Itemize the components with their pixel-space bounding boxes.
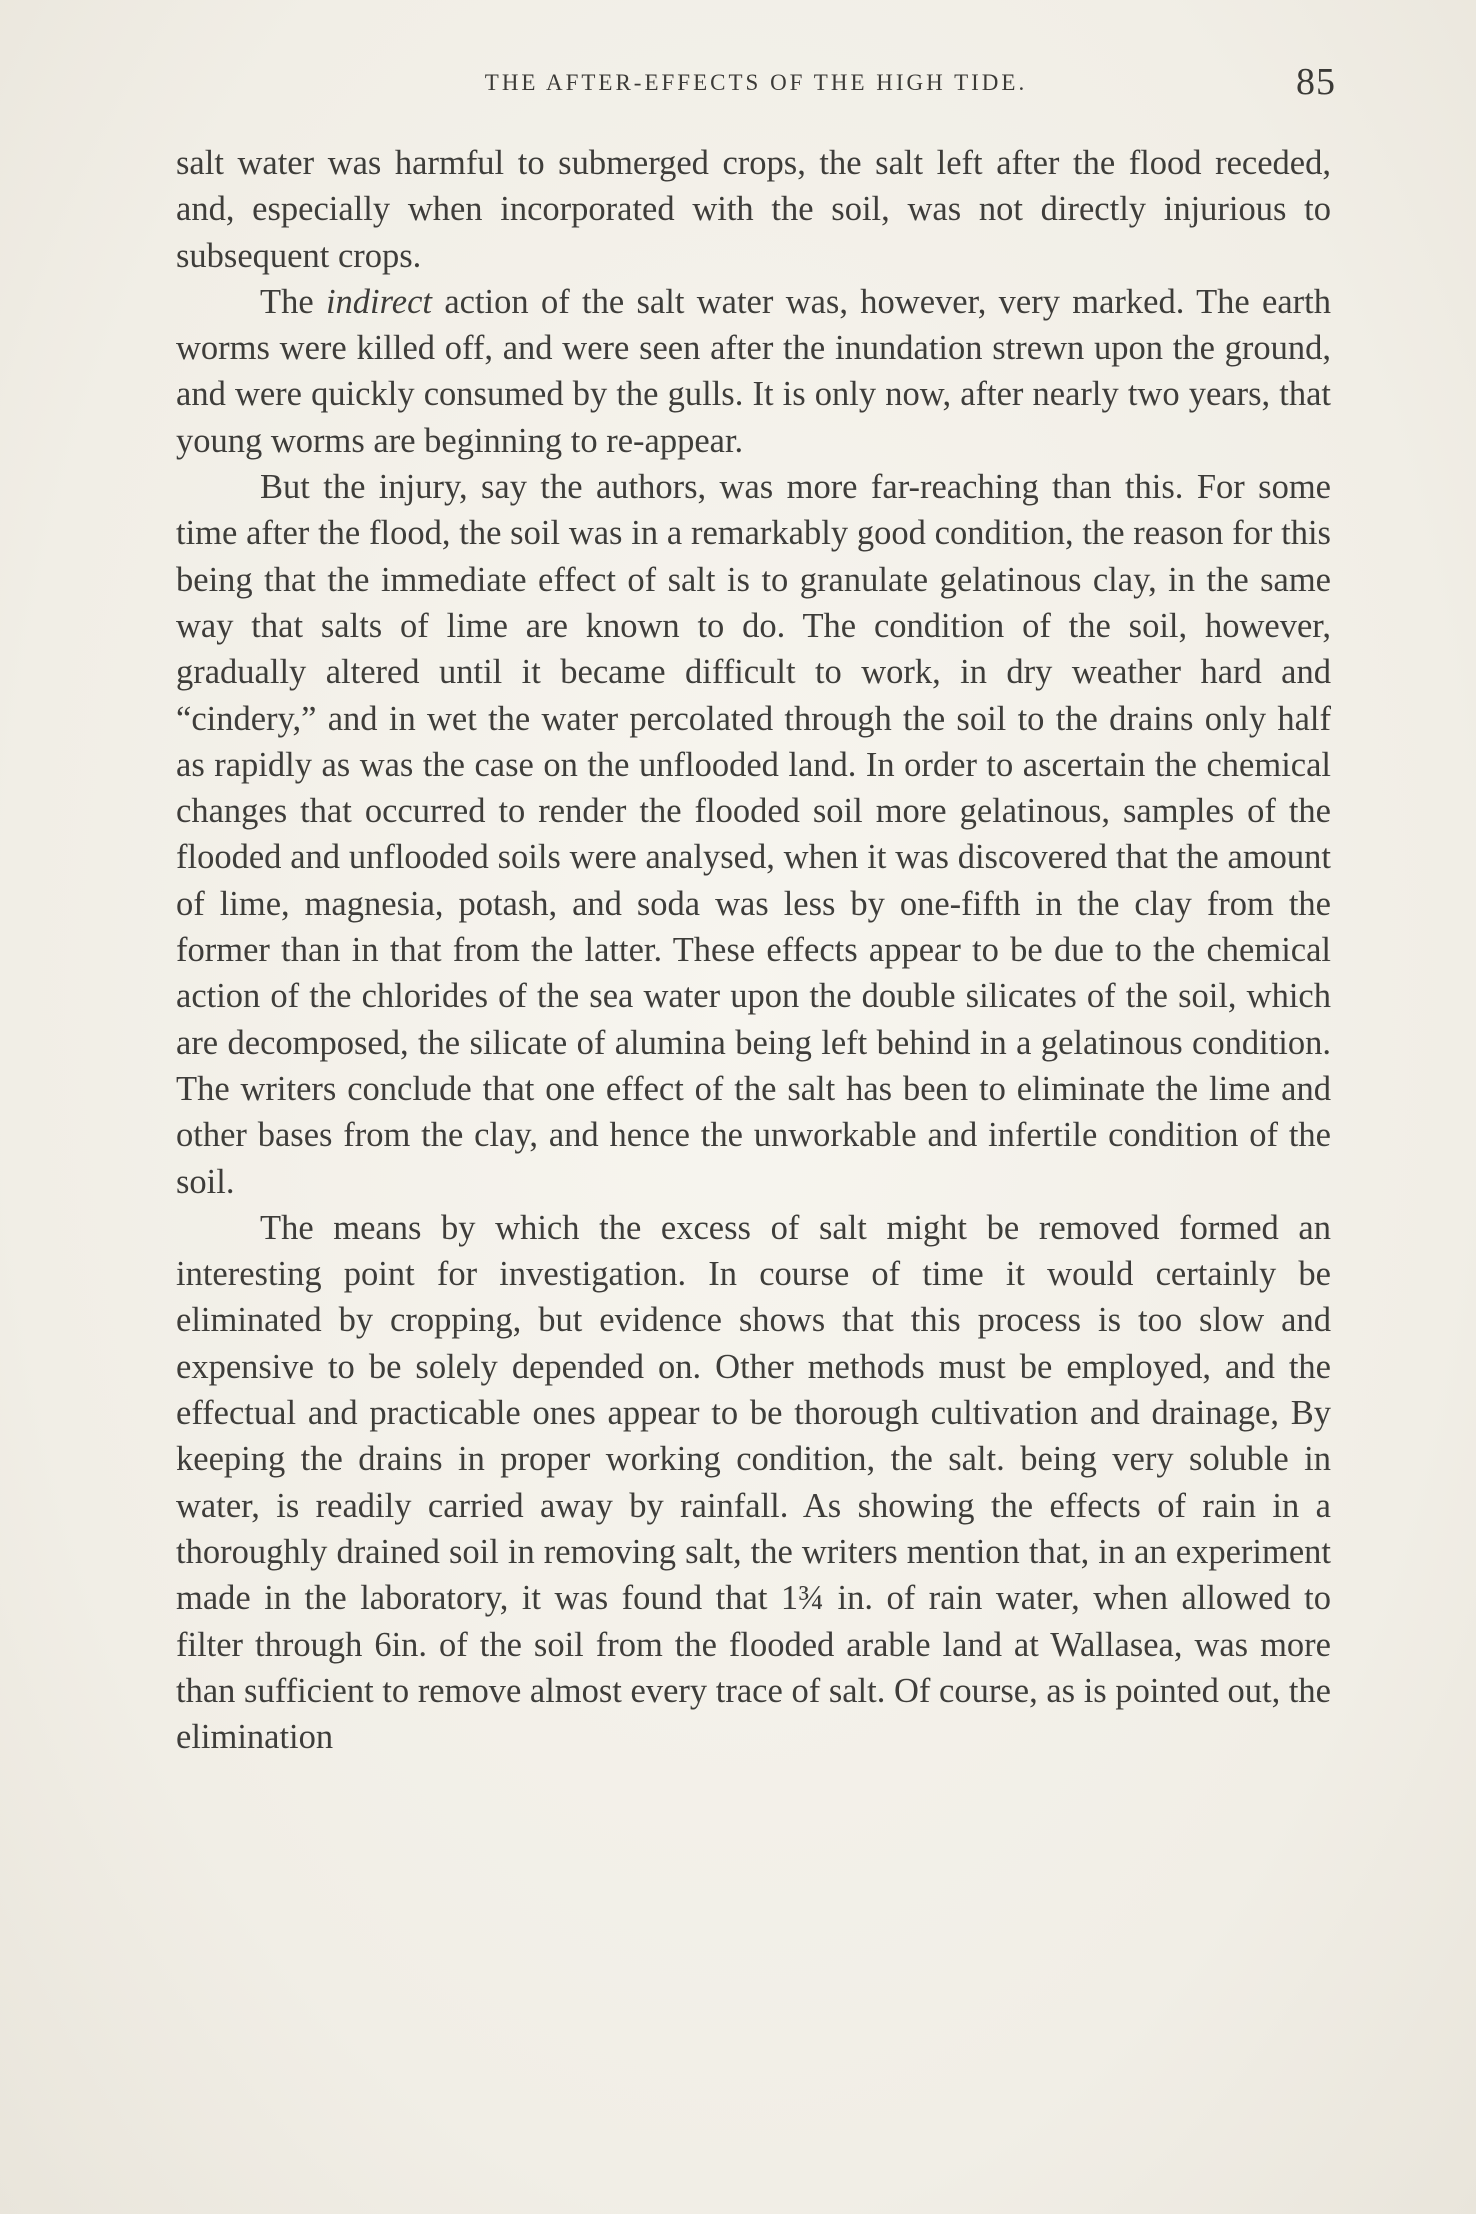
paragraph-injury: But the injury, say the authors, was more far-reaching than this. For some time after the flood, the soil was in a remarkably good condition, the reason for this being that the immediate effect of salt is to granulate gelatinous clay, in the same way that salts of lime are known to do. The condition of the soil, however, gradually altered until it became difficult to work, in dry weather hard and “cindery,” and in wet the water percolated through the soil to the drains only half as rapidly as was the case on the unflooded land. In order to ascertain the chemical changes that occurred to render the flooded soil more gelatinous, samples of the flooded and unflooded soils were analysed, when it was discovered that the amount of lime, magnesia, potash, and soda was less by one-fifth in the clay from the former than in that from the latter. These effects appear to be due to the chemical action of the chlorides of the sea water upon the double silicates of the soil, which are decomposed, the silicate of alumina being left behind in a gelatinous condition. The writers conclude that one effect of the salt has been to eliminate the lime and other bases from the clay, and hence the unworkable and infertile condition of the soil. <box>176 468 1331 1201</box>
emphasis-indirect: indirect <box>325 282 432 321</box>
paragraph-indirect-action <box>176 279 1331 464</box>
paragraph-continuation: salt water was harmful to submerged crops, the salt left after the flood receded, and, especially when incorporated with the soil, was not directly injurious to subsequent crops. <box>176 144 1331 275</box>
paragraph-text: action of the salt water was, however, very marked. The earth worms were killed off, and were seen after the inundation strewn upon the ground, and were quickly consumed by the gulls. It is only now, after nearly two years, that young worms are beginning to re-appear. <box>176 282 1331 460</box>
running-head <box>176 61 1336 116</box>
body-text <box>176 140 1331 1760</box>
page-number: 85 <box>1296 61 1336 103</box>
running-title: THE AFTER-EFFECTS OF THE HIGH TIDE. <box>484 70 1028 95</box>
paragraph-lead: The <box>260 282 326 321</box>
paragraph-salt-removal: The means by which the excess of salt might be removed formed an interesting point for investigation. In course of time it would certainly be eliminated by cropping, but evidence shows that this process is too slow and expensive to be solely depended on. Other methods must be employed, and the effectual and practicable ones appear to be thorough cultivation and drainage, By keeping the drains in proper working condition, the salt. being very soluble in water, is readily carried away by rainfall. As showing the effects of rain in a thoroughly drained soil in removing salt, the writers mention that, in an experiment made in the laboratory, it was found that 1¾ in. of rain water, when allowed to filter through 6in. of the soil from the flooded arable land at Wallasea, was more than sufficient to remove almost every trace of salt. Of course, as is pointed out, the elimination <box>176 1208 1331 1757</box>
